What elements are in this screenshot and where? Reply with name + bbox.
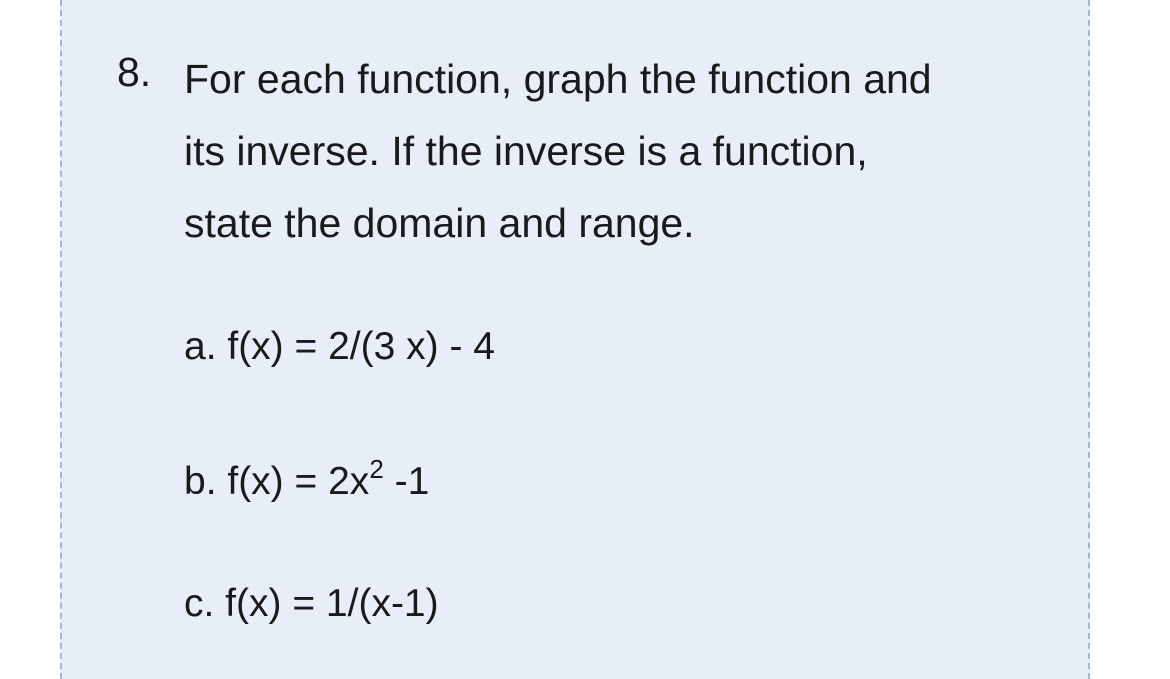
part-b-exponent: 2 <box>369 454 384 484</box>
part-b-function <box>184 454 430 503</box>
question-line-1: For each function, graph the function and <box>184 56 932 102</box>
question-line-3: state the domain and range. <box>184 200 695 246</box>
part-c-function: c. f(x) = 1/(x-1) <box>184 582 439 625</box>
part-b-constant: -1 <box>383 460 430 503</box>
question-card <box>60 0 1090 679</box>
part-b-base: b. f(x) = 2x <box>184 460 370 503</box>
part-a-function: a. f(x) = 2/(3 x) - 4 <box>184 325 495 368</box>
question-number: 8. <box>117 49 152 95</box>
question-line-2: its inverse. If the inverse is a function, <box>184 128 868 174</box>
